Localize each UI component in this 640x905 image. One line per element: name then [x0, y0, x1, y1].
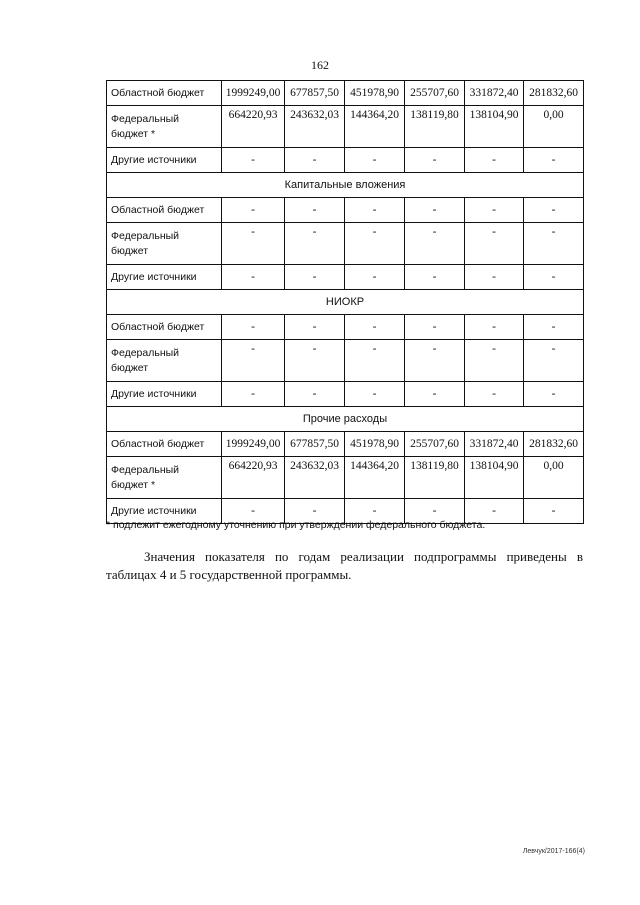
- value-cell: -: [285, 499, 345, 524]
- table-row: [107, 457, 584, 499]
- row-label: Другие источники: [107, 265, 222, 290]
- value-cell: 664220,93: [222, 457, 285, 499]
- table-row: [107, 81, 584, 106]
- footnote: * подлежит ежегодному уточнению при утверждении федерального бюджета.: [106, 519, 486, 531]
- value-cell: -: [285, 148, 345, 173]
- value-cell: 0,00: [524, 457, 584, 499]
- value-cell: -: [345, 340, 405, 382]
- value-cell: 255707,60: [405, 432, 465, 457]
- value-cell: -: [465, 315, 524, 340]
- value-cell: 664220,93: [222, 106, 285, 148]
- value-cell: -: [524, 198, 584, 223]
- value-cell: -: [524, 340, 584, 382]
- value-cell: -: [405, 265, 465, 290]
- value-cell: 0,00: [524, 106, 584, 148]
- value-cell: -: [405, 340, 465, 382]
- section-title: Прочие расходы: [107, 407, 584, 432]
- value-cell: 677857,50: [285, 432, 345, 457]
- value-cell: -: [345, 148, 405, 173]
- value-cell: -: [524, 315, 584, 340]
- row-label: Федеральный бюджет *: [107, 457, 222, 499]
- value-cell: -: [524, 265, 584, 290]
- table-row: [107, 315, 584, 340]
- row-label: Областной бюджет: [107, 315, 222, 340]
- value-cell: -: [405, 499, 465, 524]
- value-cell: 138119,80: [405, 106, 465, 148]
- value-cell: 138104,90: [465, 106, 524, 148]
- value-cell: -: [405, 198, 465, 223]
- value-cell: -: [465, 382, 524, 407]
- value-cell: -: [222, 265, 285, 290]
- value-cell: 243632,03: [285, 106, 345, 148]
- section-header-row: [107, 173, 584, 198]
- section-title: Капитальные вложения: [107, 173, 584, 198]
- value-cell: -: [524, 148, 584, 173]
- value-cell: 1999249,00: [222, 432, 285, 457]
- value-cell: -: [222, 382, 285, 407]
- value-cell: 144364,20: [345, 106, 405, 148]
- value-cell: -: [345, 198, 405, 223]
- value-cell: 677857,50: [285, 81, 345, 106]
- table-row: [107, 340, 584, 382]
- value-cell: -: [405, 315, 465, 340]
- value-cell: -: [285, 315, 345, 340]
- value-cell: 331872,40: [465, 81, 524, 106]
- value-cell: 281832,60: [524, 432, 584, 457]
- value-cell: 144364,20: [345, 457, 405, 499]
- value-cell: -: [465, 148, 524, 173]
- row-label: Федеральный бюджет: [107, 223, 222, 265]
- row-label: Областной бюджет: [107, 81, 222, 106]
- value-cell: -: [345, 265, 405, 290]
- value-cell: -: [222, 499, 285, 524]
- value-cell: 451978,90: [345, 432, 405, 457]
- value-cell: -: [405, 382, 465, 407]
- value-cell: -: [222, 198, 285, 223]
- value-cell: -: [524, 382, 584, 407]
- value-cell: -: [524, 223, 584, 265]
- value-cell: 331872,40: [465, 432, 524, 457]
- table-row: [107, 148, 584, 173]
- section-header-row: [107, 290, 584, 315]
- table-row: [107, 223, 584, 265]
- value-cell: -: [222, 223, 285, 265]
- row-label: Областной бюджет: [107, 432, 222, 457]
- row-label: Федеральный бюджет *: [107, 106, 222, 148]
- value-cell: -: [285, 340, 345, 382]
- value-cell: -: [524, 499, 584, 524]
- value-cell: -: [222, 340, 285, 382]
- value-cell: -: [465, 223, 524, 265]
- row-label: Другие источники: [107, 499, 222, 524]
- value-cell: -: [465, 499, 524, 524]
- value-cell: -: [405, 148, 465, 173]
- value-cell: -: [222, 148, 285, 173]
- value-cell: -: [345, 223, 405, 265]
- value-cell: -: [345, 315, 405, 340]
- value-cell: -: [405, 223, 465, 265]
- body-paragraph: Значения показателя по годам реализации подпрограммы приведены в таблицах 4 и 5 государственной программы.: [106, 549, 583, 582]
- value-cell: -: [345, 382, 405, 407]
- row-label: Другие источники: [107, 382, 222, 407]
- value-cell: -: [465, 265, 524, 290]
- value-cell: -: [285, 198, 345, 223]
- value-cell: -: [285, 223, 345, 265]
- table-row: [107, 265, 584, 290]
- table-row: [107, 382, 584, 407]
- row-label: Областной бюджет: [107, 198, 222, 223]
- value-cell: -: [465, 198, 524, 223]
- row-label: Федеральный бюджет: [107, 340, 222, 382]
- value-cell: 451978,90: [345, 81, 405, 106]
- table-row: [107, 432, 584, 457]
- value-cell: -: [345, 499, 405, 524]
- value-cell: 138119,80: [405, 457, 465, 499]
- document-code: Левчук/2017-166(4): [522, 848, 585, 855]
- value-cell: 1999249,00: [222, 81, 285, 106]
- value-cell: -: [285, 265, 345, 290]
- value-cell: -: [285, 382, 345, 407]
- table-row: [107, 106, 584, 148]
- row-label: Другие источники: [107, 148, 222, 173]
- page-number: 162: [311, 58, 329, 72]
- value-cell: 138104,90: [465, 457, 524, 499]
- budget-table: [106, 80, 584, 524]
- table-row: [107, 198, 584, 223]
- value-cell: 281832,60: [524, 81, 584, 106]
- section-title: НИОКР: [107, 290, 584, 315]
- value-cell: -: [465, 340, 524, 382]
- value-cell: -: [222, 315, 285, 340]
- section-header-row: [107, 407, 584, 432]
- value-cell: 243632,03: [285, 457, 345, 499]
- value-cell: 255707,60: [405, 81, 465, 106]
